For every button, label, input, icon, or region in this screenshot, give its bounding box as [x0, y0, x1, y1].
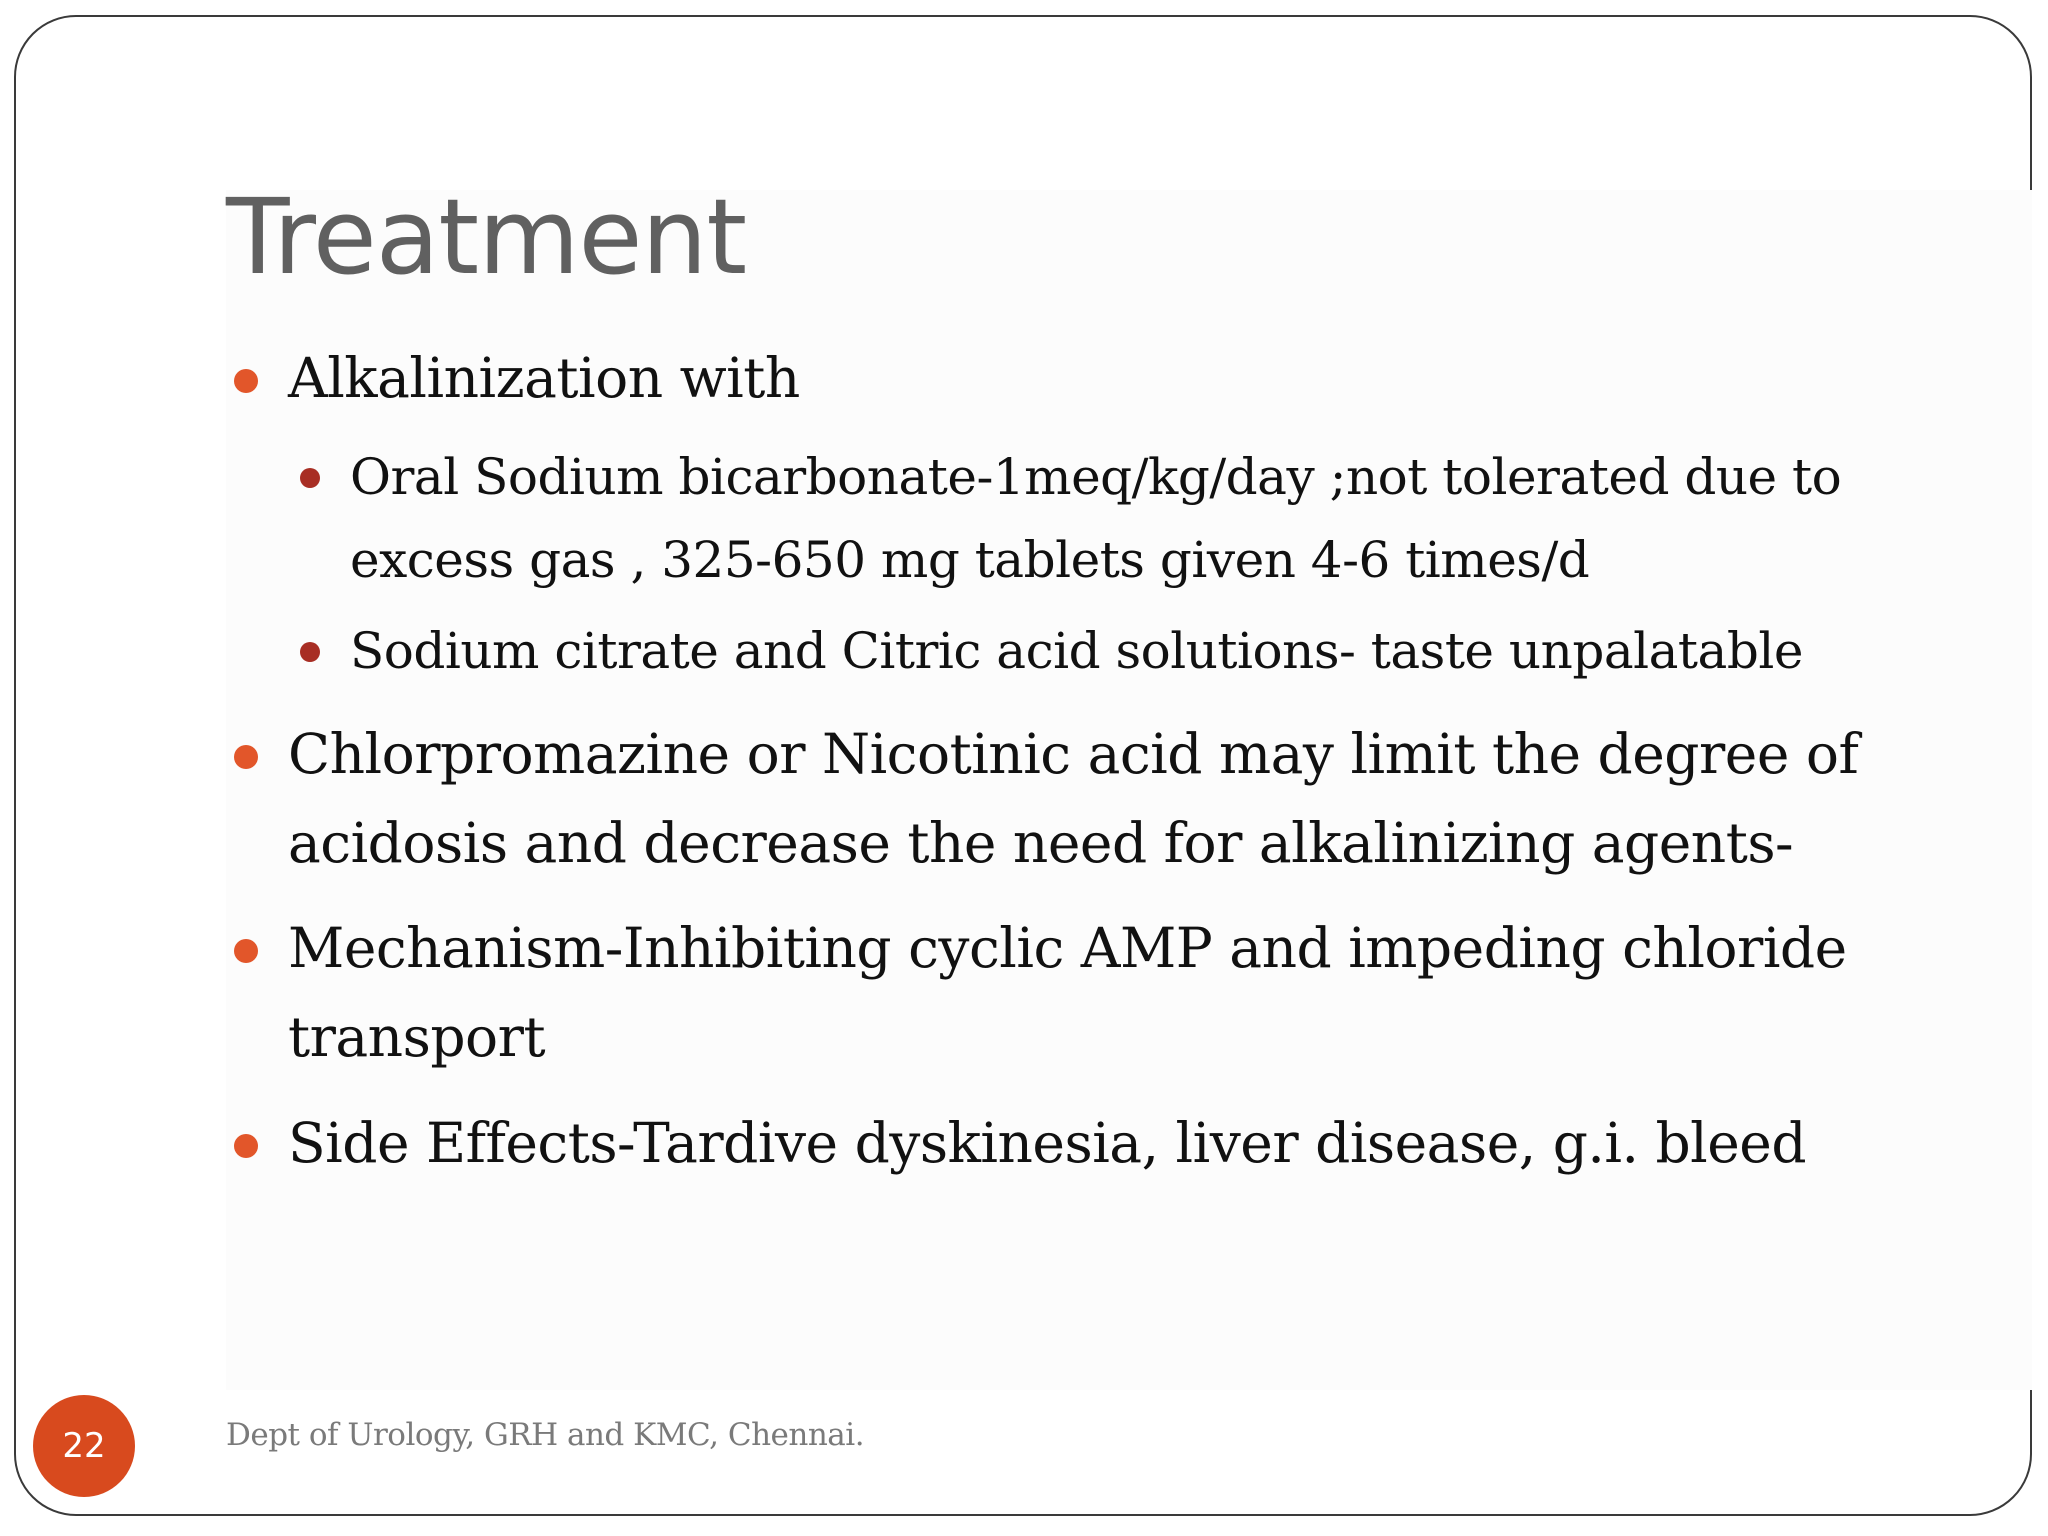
sub-bullet-item-sodium-bicarbonate	[350, 436, 1910, 602]
bullet-text: Chlorpromazine or Nicotinic acid may limit the degree of acidosis and decrease the need for alkalinizing agents-	[288, 722, 1859, 875]
sub-bullet-text: Sodium citrate and Citric acid solutions- taste unpalatable	[350, 622, 1803, 680]
bullet-dot-icon	[234, 369, 258, 393]
sub-bullet-dot-icon	[300, 468, 320, 488]
bullet-item-mechanism	[288, 904, 1908, 1082]
bullet-item-chlorpromazine	[288, 710, 1908, 888]
sub-bullet-text: Oral Sodium bicarbonate-1meq/kg/day ;not tolerated due to excess gas , 325-650 mg tablets given 4-6 times/d	[350, 448, 1842, 589]
slide-number-badge: 22	[33, 1395, 135, 1497]
slide-title: Treatment	[226, 176, 747, 298]
bullet-item-alkalinization	[288, 334, 1908, 423]
bullet-text: Alkalinization with	[288, 346, 800, 410]
bullet-item-side-effects	[288, 1099, 1908, 1188]
bullet-text: Side Effects-Tardive dyskinesia, liver disease, g.i. bleed	[288, 1111, 1807, 1175]
bullet-dot-icon	[234, 939, 258, 963]
bullet-dot-icon	[234, 745, 258, 769]
bullet-dot-icon	[234, 1134, 258, 1158]
sub-bullet-dot-icon	[300, 642, 320, 662]
sub-bullet-item-sodium-citrate	[350, 610, 1910, 693]
slide-footer: Dept of Urology, GRH and KMC, Chennai.	[226, 1417, 865, 1453]
bullet-text: Mechanism-Inhibiting cyclic AMP and impeding chloride transport	[288, 916, 1847, 1069]
